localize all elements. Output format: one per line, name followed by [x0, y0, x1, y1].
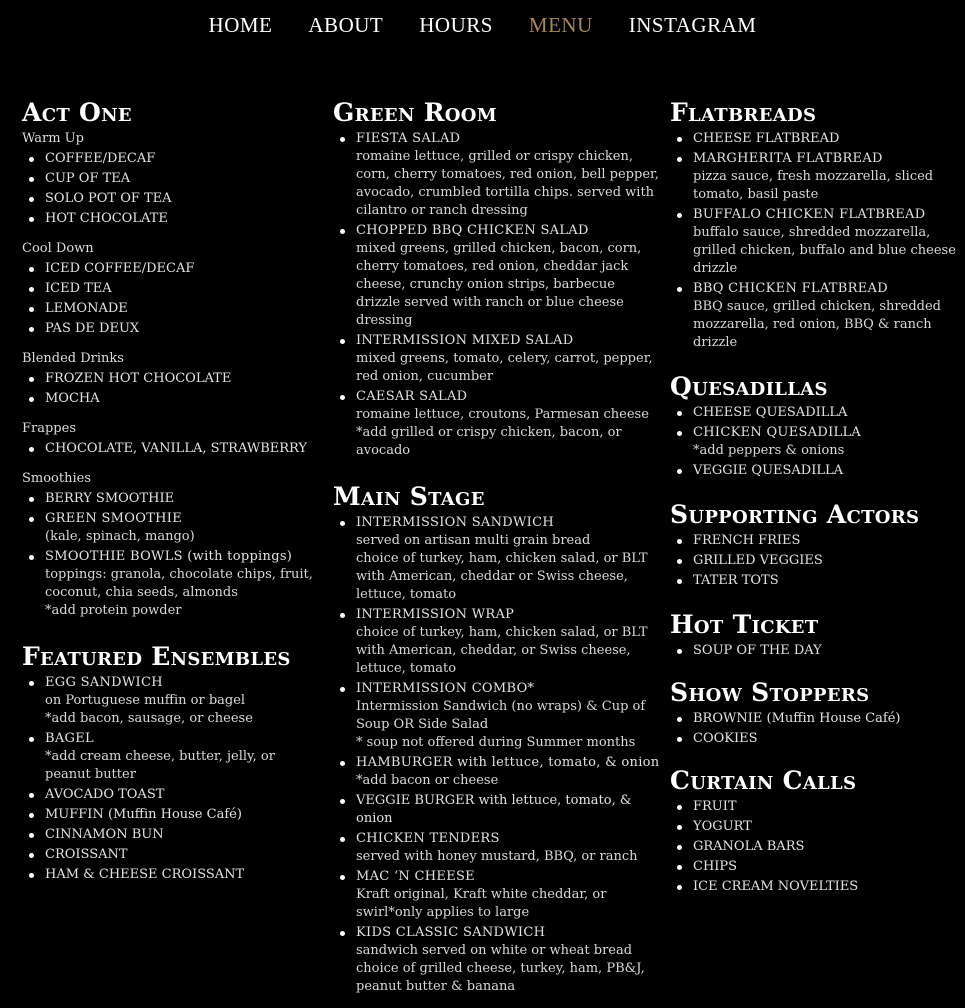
- item-name: INTERMISSION MIXED SALAD: [356, 333, 574, 348]
- featured-list: [22, 674, 317, 884]
- list-item: [45, 730, 317, 784]
- item-desc: mixed greens, grilled chicken, bacon, corn, cherry tomatoes, red onion, cheddar jack cheese, crunchy onion strips, barbecue drizzle served with ranch or blue cheese dressing: [356, 241, 642, 328]
- item-name: MARGHERITA FLATBREAD: [693, 151, 883, 166]
- list-item: [356, 222, 663, 330]
- list-item: [693, 206, 965, 278]
- section-title-green-room: Green Room: [333, 98, 497, 127]
- menu-column-2: [333, 98, 663, 1008]
- item-note: *add peppers & onions: [693, 443, 845, 458]
- list-item: ICED TEA: [45, 280, 317, 298]
- list-item: [356, 388, 663, 460]
- item-desc: served with honey mustard, BBQ, or ranch: [356, 849, 638, 864]
- list-item: PAS DE DEUX: [45, 320, 317, 338]
- section-title-main-stage: Main Stage: [333, 482, 485, 511]
- warm-up-list: [22, 150, 317, 228]
- section-title-show-stoppers: Show Stoppers: [670, 678, 870, 707]
- list-item: COOKIES: [693, 730, 965, 748]
- list-item: GRANOLA BARS: [693, 838, 965, 856]
- list-item: [45, 510, 317, 546]
- list-item: SOLO POT OF TEA: [45, 190, 317, 208]
- list-item: LEMONADE: [45, 300, 317, 318]
- item-name: SMOOTHIE BOWLS (with toppings): [45, 549, 293, 564]
- item-name: KIDS CLASSIC SANDWICH: [356, 925, 546, 940]
- item-name: INTERMISSION COMBO*: [356, 681, 535, 696]
- cool-down-list: [22, 260, 317, 338]
- list-item: YOGURT: [693, 818, 965, 836]
- nav-about[interactable]: ABOUT: [308, 13, 384, 37]
- group-label-cool-down: Cool Down: [22, 241, 94, 256]
- group-label-blended: Blended Drinks: [22, 351, 124, 366]
- section-title-supporting-actors: Supporting Actors: [670, 500, 920, 529]
- section-title-hot-ticket: Hot Ticket: [670, 610, 819, 639]
- quesadillas-list: [670, 404, 965, 480]
- green-room-list: [333, 130, 663, 460]
- item-desc: toppings: granola, chocolate chips, fruit, coconut, chia seeds, almonds: [45, 567, 313, 600]
- smoothies-list: [22, 490, 317, 620]
- group-label-smoothies: Smoothies: [22, 471, 92, 486]
- main-stage-list: [333, 514, 663, 996]
- list-item: [45, 548, 317, 620]
- list-item: GRILLED VEGGIES: [693, 552, 965, 570]
- item-desc: served on artisan multi grain bread: [356, 533, 591, 548]
- group-label-warm-up: Warm Up: [22, 131, 84, 146]
- list-item: [693, 280, 965, 352]
- item-desc: sandwich served on white or wheat bread choice of grilled cheese, turkey, ham, PB&J, peanut butter & banana: [356, 943, 645, 994]
- list-item: [693, 150, 965, 204]
- item-desc: pizza sauce, fresh mozzarella, sliced tomato, basil paste: [693, 169, 934, 202]
- top-nav: [0, 13, 965, 38]
- list-item: BERRY SMOOTHIE: [45, 490, 317, 508]
- group-label-frappes: Frappes: [22, 421, 76, 436]
- item-name: EGG SANDWICH: [45, 675, 163, 690]
- list-item: VEGGIE QUESADILLA: [693, 462, 965, 480]
- list-item: BROWNIE (Muffin House Café): [693, 710, 965, 728]
- item-name: INTERMISSION SANDWICH: [356, 515, 554, 530]
- list-item: AVOCADO TOAST: [45, 786, 317, 804]
- item-desc: romaine lettuce, croutons, Parmesan cheese: [356, 407, 649, 422]
- item-note: *add bacon or cheese: [356, 773, 499, 788]
- hot-ticket-list: [670, 642, 965, 660]
- item-name: FIESTA SALAD: [356, 131, 461, 146]
- item-name: CHICKEN QUESADILLA: [693, 425, 862, 440]
- list-item: [356, 332, 663, 386]
- frappes-list: [22, 440, 317, 458]
- nav-home[interactable]: HOME: [208, 13, 273, 37]
- section-title-act-one: Act One: [22, 98, 132, 127]
- list-item: [356, 924, 663, 996]
- item-name: BAGEL: [45, 731, 94, 746]
- list-item: CUP OF TEA: [45, 170, 317, 188]
- menu-column-1: [22, 98, 317, 896]
- item-desc: romaine lettuce, grilled or crispy chicken, corn, cherry tomatoes, red onion, bell pepper, avocado, crumbled tortilla chips. served with cilantro or ranch dressing: [356, 149, 659, 218]
- list-item: MUFFIN (Muffin House Café): [45, 806, 317, 824]
- list-item: HAM & CHEESE CROISSANT: [45, 866, 317, 884]
- item-name: INTERMISSION WRAP: [356, 607, 515, 622]
- item-note: *add grilled or crispy chicken, bacon, or avocado: [356, 425, 622, 458]
- supporting-list: [670, 532, 965, 590]
- list-item: SOUP OF THE DAY: [693, 642, 965, 660]
- list-item: CHOCOLATE, VANILLA, STRAWBERRY: [45, 440, 317, 458]
- curtain-calls-list: [670, 798, 965, 896]
- section-title-quesadillas: Quesadillas: [670, 372, 828, 401]
- list-item: ICED COFFEE/DECAF: [45, 260, 317, 278]
- item-name: HAMBURGER with lettuce, tomato, & onion: [356, 755, 660, 770]
- item-desc: choice of turkey, ham, chicken salad, or BLT with American, cheddar or Swiss cheese, lettuce, tomato: [356, 551, 648, 602]
- list-item: CHEESE QUESADILLA: [693, 404, 965, 422]
- item-name: CHICKEN TENDERS: [356, 831, 500, 846]
- item-name: BUFFALO CHICKEN FLATBREAD: [693, 207, 926, 222]
- list-item: CHEESE FLATBREAD: [693, 130, 965, 148]
- list-item: MOCHA: [45, 390, 317, 408]
- list-item: CROISSANT: [45, 846, 317, 864]
- section-title-curtain-calls: Curtain Calls: [670, 766, 857, 795]
- list-item: [45, 674, 317, 728]
- item-note: *add cream cheese, butter, jelly, or peanut butter: [45, 749, 275, 782]
- list-item: [356, 830, 663, 866]
- list-item: CINNAMON BUN: [45, 826, 317, 844]
- item-name: CHOPPED BBQ CHICKEN SALAD: [356, 223, 589, 238]
- show-stoppers-list: [670, 710, 965, 748]
- item-name: BBQ CHICKEN FLATBREAD: [693, 281, 888, 296]
- list-item: [693, 424, 965, 460]
- list-item: CHIPS: [693, 858, 965, 876]
- item-note: * soup not offered during Summer months: [356, 735, 636, 750]
- item-note: *add bacon, sausage, or cheese: [45, 711, 253, 726]
- item-desc: buffalo sauce, shredded mozzarella, grilled chicken, buffalo and blue cheese drizzle: [693, 225, 956, 276]
- flatbreads-list: [670, 130, 965, 352]
- list-item: HOT CHOCOLATE: [45, 210, 317, 228]
- nav-menu[interactable]: MENU: [528, 13, 593, 37]
- list-item: [356, 868, 663, 922]
- item-name: MAC ‘N CHEESE: [356, 869, 475, 884]
- item-desc: choice of turkey, ham, chicken salad, or BLT with American, cheddar, or Swiss cheese, lettuce, tomato: [356, 625, 648, 676]
- section-title-flatbreads: Flatbreads: [670, 98, 817, 127]
- menu-column-3: [670, 98, 965, 908]
- item-name: CAESAR SALAD: [356, 389, 468, 404]
- item-desc: BBQ sauce, grilled chicken, shredded mozzarella, red onion, BBQ & ranch drizzle: [693, 299, 941, 350]
- list-item: [356, 130, 663, 220]
- list-item: FRENCH FRIES: [693, 532, 965, 550]
- list-item: [356, 754, 663, 790]
- blended-list: [22, 370, 317, 408]
- nav-instagram[interactable]: INSTAGRAM: [628, 13, 757, 37]
- list-item: FRUIT: [693, 798, 965, 816]
- item-name: GREEN SMOOTHIE: [45, 511, 183, 526]
- list-item: COFFEE/DECAF: [45, 150, 317, 168]
- list-item: TATER TOTS: [693, 572, 965, 590]
- section-title-featured: Featured Ensembles: [22, 642, 291, 671]
- item-desc: Intermission Sandwich (no wraps) & Cup of Soup OR Side Salad: [356, 699, 646, 732]
- nav-hours[interactable]: HOURS: [419, 13, 493, 37]
- item-desc: (kale, spinach, mango): [45, 529, 195, 544]
- list-item: [356, 514, 663, 604]
- item-desc: mixed greens, tomato, celery, carrot, pepper, red onion, cucumber: [356, 351, 653, 384]
- list-item: VEGGIE BURGER with lettuce, tomato, & onion: [356, 792, 663, 828]
- item-desc: Kraft original, Kraft white cheddar, or swirl*only applies to large: [356, 887, 607, 920]
- list-item: ICE CREAM NOVELTIES: [693, 878, 965, 896]
- item-note: *add protein powder: [45, 603, 182, 618]
- list-item: FROZEN HOT CHOCOLATE: [45, 370, 317, 388]
- item-desc: on Portuguese muffin or bagel: [45, 693, 246, 708]
- list-item: [356, 606, 663, 678]
- list-item: [356, 680, 663, 752]
